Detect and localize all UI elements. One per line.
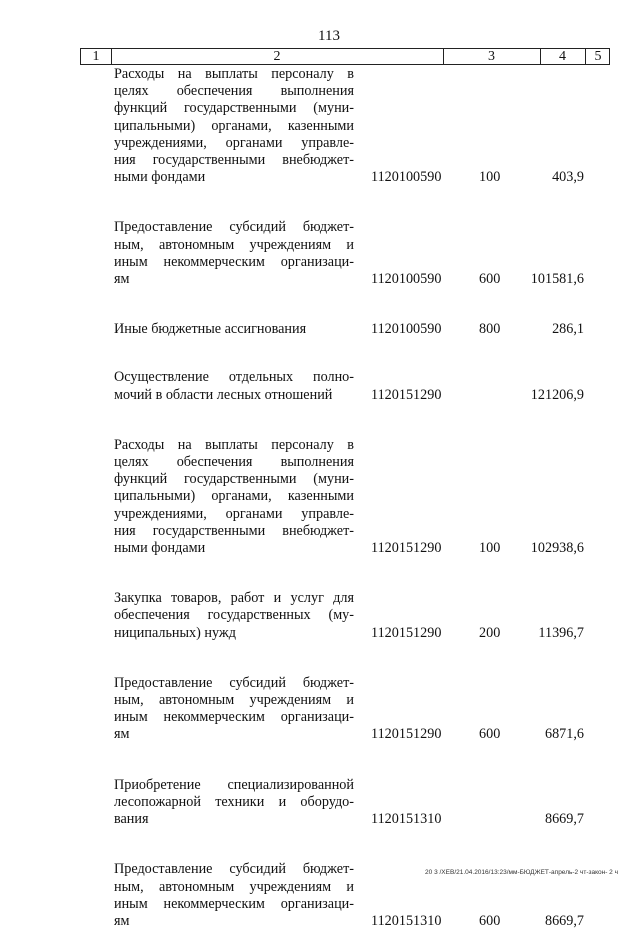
row-description — [114, 369, 354, 403]
description-line: иным некоммерческим организаци- — [114, 895, 354, 912]
row-expense-type: 100 — [479, 169, 501, 186]
description-line: учреждениями, органами управле- — [114, 134, 354, 151]
table-row — [80, 777, 610, 829]
description-line: мочий в области лесных отношений — [114, 386, 333, 403]
description-line: Осуществление отдельных полно- — [114, 369, 354, 386]
header-col-3: 3 — [443, 49, 541, 64]
row-expense-type: 600 — [479, 726, 501, 743]
description-line: целях обеспечения выполнения — [114, 454, 354, 471]
description-line: функций государственными (муни- — [114, 471, 354, 488]
row-description — [114, 437, 354, 557]
table-row — [80, 675, 610, 744]
description-line: ям — [114, 271, 130, 288]
row-description — [114, 590, 354, 642]
description-line: ям — [114, 726, 130, 743]
description-line: вания — [114, 811, 149, 828]
row-amount: 121206,9 — [530, 386, 584, 403]
description-line: ниципальных) нужд — [114, 624, 236, 641]
description-line: иным некоммерческим организаци- — [114, 253, 354, 270]
description-line: функций государственными (муни- — [114, 100, 354, 117]
table-row — [80, 437, 610, 557]
row-description — [114, 675, 354, 744]
description-line: лесопожарной техники и оборудо- — [114, 793, 354, 810]
table-row — [80, 321, 610, 338]
header-col-4: 4 — [540, 49, 586, 64]
description-line: ными фондами — [114, 169, 206, 186]
description-line: Закупка товаров, работ и услуг для — [114, 590, 354, 607]
row-code: 1120151310 — [371, 811, 442, 828]
row-code: 1120151290 — [371, 624, 442, 641]
row-description — [114, 66, 354, 186]
header-col-1: 1 — [81, 49, 112, 64]
row-expense-type: 600 — [479, 912, 501, 929]
description-line: ным, автономным учреждениям и — [114, 692, 354, 709]
description-line: иным некоммерческим организаци- — [114, 709, 354, 726]
page-number: 113 — [318, 28, 340, 44]
description-line: Предоставление субсидий бюджет- — [114, 861, 354, 878]
table-row — [80, 369, 610, 403]
description-line: учреждениями, органами управле- — [114, 505, 354, 522]
row-code: 1120100590 — [371, 169, 442, 186]
description-line: Расходы на выплаты персоналу в — [114, 436, 354, 453]
row-amount: 101581,6 — [530, 271, 584, 288]
row-code: 1120151290 — [371, 726, 442, 743]
row-code: 1120151310 — [371, 912, 442, 929]
description-line: ния государственными внебюджет- — [114, 152, 354, 169]
row-description — [114, 861, 354, 930]
table-body — [80, 66, 610, 930]
description-line: ным, автономным учреждениям и — [114, 236, 354, 253]
row-amount: 403,9 — [552, 169, 584, 186]
row-amount: 11396,7 — [538, 624, 584, 641]
row-description — [114, 219, 354, 288]
header-col-5: 5 — [594, 49, 602, 64]
table-row — [80, 66, 610, 186]
row-amount: 102938,6 — [530, 540, 584, 557]
row-amount: 8669,7 — [544, 811, 584, 828]
table-header — [80, 48, 610, 65]
description-line: ципальными) органами, казенными — [114, 488, 354, 505]
row-code: 1120151290 — [371, 386, 442, 403]
description-line: ния государственными внебюджет- — [114, 522, 354, 539]
row-description — [114, 777, 354, 829]
description-line: Предоставление субсидий бюджет- — [114, 674, 354, 691]
row-description — [114, 321, 354, 338]
description-line: Иные бюджетные ассигнования — [114, 321, 307, 338]
description-line: Приобретение специализированной — [114, 776, 354, 793]
description-line: ям — [114, 912, 130, 929]
description-line: обеспечения государственных (му- — [114, 607, 354, 624]
row-expense-type: 800 — [479, 321, 501, 338]
row-amount: 286,1 — [552, 321, 584, 338]
row-amount: 6871,6 — [544, 726, 584, 743]
description-line: Расходы на выплаты персоналу в — [114, 66, 354, 82]
table-row — [80, 219, 610, 288]
row-amount: 8669,7 — [544, 912, 584, 929]
footer-stamp: 20 3 /ХЕВ/21.04.2016/13:23/мм-БЮДЖЕТ-апрель-2 чт-закон- 2 ч — [425, 869, 618, 876]
description-line: целях обеспечения выполнения — [114, 83, 354, 100]
header-col-2: 2 — [111, 49, 444, 64]
row-code: 1120100590 — [371, 321, 442, 338]
description-line: ным, автономным учреждениям и — [114, 878, 354, 895]
row-code: 1120151290 — [371, 540, 442, 557]
description-line: Предоставление субсидий бюджет- — [114, 219, 354, 236]
description-line: ными фондами — [114, 540, 206, 557]
row-expense-type: 600 — [479, 271, 501, 288]
row-expense-type: 100 — [479, 540, 501, 557]
row-code: 1120100590 — [371, 271, 442, 288]
description-line: ципальными) органами, казенными — [114, 117, 354, 134]
table-row — [80, 590, 610, 642]
row-expense-type: 200 — [479, 624, 501, 641]
